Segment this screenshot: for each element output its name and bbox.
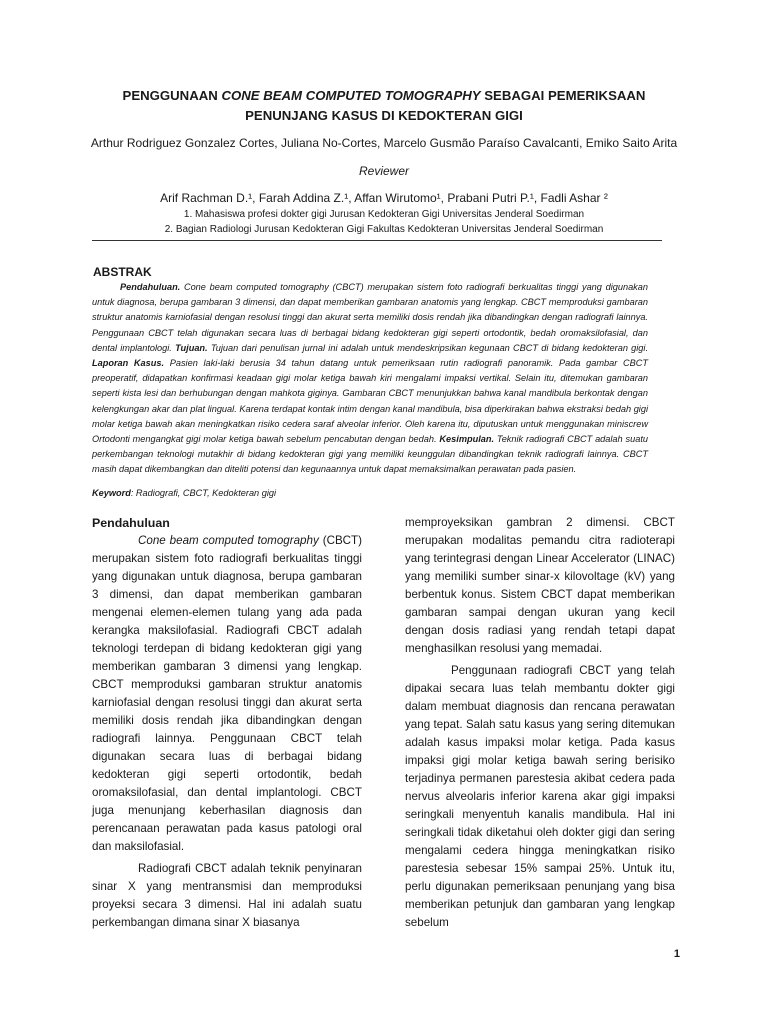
abstract-label-aim: Tujuan. — [175, 342, 208, 353]
page-number: 1 — [673, 948, 680, 960]
body-paragraph: Radiografi CBCT adalah teknik penyinaran sinar X yang mentransmisi dan memproduksi proyeksi secara 3 dimensi. Hal ini adalah suatu perkembangan dimana sinar X biasanya — [92, 862, 362, 929]
section-heading: Pendahuluan — [92, 516, 170, 530]
body-column-left — [92, 514, 362, 936]
title-line-1: PENGGUNAAN CONE BEAM COMPUTED TOMOGRAPHY SEBAGAI PEMERIKSAAN — [122, 88, 646, 103]
author-list: Arthur Rodriguez Gonzalez Cortes, Juliana No-Cortes, Marcelo Gusmão Paraíso Cavalcanti, Emiko Saito Arita — [90, 136, 678, 150]
header-divider — [92, 240, 662, 241]
affiliation-1: 1. Mahasiswa profesi dokter gigi Jurusan Kedokteran Gigi Universitas Jenderal Soedirman — [183, 209, 585, 220]
affiliation-2: 2. Bagian Radiologi Jurusan Kedokteran Gigi Fakultas Kedokteran Universitas Jenderal Soedirman — [164, 224, 604, 235]
abstract-label-conclusion: Kesimpulan. — [439, 434, 495, 445]
title-line-2: PENUNJANG KASUS DI KEDOKTERAN GIGI — [245, 108, 523, 123]
keyword-label: Keyword — [92, 488, 131, 498]
keywords: Keyword: Radiografi, CBCT, Kedokteran gigi — [92, 488, 277, 498]
body-paragraph: Cone beam computed tomography (CBCT) merupakan sistem foto radiografi berkualitas tinggi yang digunakan untuk diagnosa, berupa gambaran 3 dimensi, dan dapat memberikan gambaran mengenai elemen-elemen tulang yang ada pada kerangka maksilofasial. Radiografi CBCT adalah teknologi terdepan di bidang kedokteran gigi yang memberikan gambaran 3 dimensi yang lengkap. CBCT memproduksi gambaran struktur anatomis karniofasial dengan resolusi tinggi dan akurat serta memiliki dosis rendah jika dibandingkan dengan radiografi lainnya. Penggunaan CBCT telah digunakan secara luas di berbagai bidang kedokteran gigi seperti ortodontik, bedah oromaksilofasial, dan dental implantologi. CBCT juga menunjang keberhasilan diagnosis dan perencanaan perawatan pada kasus patologi oral dan maksilofasial. — [92, 534, 362, 853]
body-paragraph: memproyeksikan gambran 2 dimensi. CBCT merupakan modalitas pemandu citra radioterapi yang terintegrasi dengan Linear Accelerator (LINAC) yang memiliki sumber sinar-x kilovoltage (kV) yang berbentuk konus. Sistem CBCT dapat memberikan gambaran sampai dengan ukuran yang kecil dengan dosis radiasi yang rendah tetapi dapat menghasilkan resolusi yang memadai. — [405, 516, 675, 655]
abstract-text: Pendahuluan. Cone beam computed tomography (CBCT) merupakan sistem foto radiografi berkualitas tinggi yang digunakan untuk diagnosa, berupa gambaran 3 dimensi, dan dapat memberikan gambaran anatomis yang lengkap. CBCT memproduksi gambaran struktur anatomis karniofasial dengan resolusi tinggi dan akurat serta memiliki dosis rendah jika dibandingkan dengan radiografi lainnya. Penggunaan CBCT telah digunakan secara luas di berbagai bidang kedokteran gigi seperti ortodontik, bedah oromaksilofasial, dan dental implantologi. Tujuan. Tujuan dari penulisan jurnal ini adalah untuk mendeskripsikan kegunaan CBCT di bidang kedokteran gigi. Laporan Kasus. Pasien laki-laki berusia 34 tahun datang untuk pemeriksaan rutin radiografi panoramik. Pada gambar CBCT preoperatif, didapatkan konfirmasi keadaan gigi molar ketiga bawah kiri mengalami impaksi vertikal. Selain itu, ditemukan gambaran seperti kista lesi dan berhubungan dengan mahkota giginya. Gambaran CBCT menunjukkan bahwa kanal mandibula berkontak dengan kelengkungan akar dan plat lingual. Karena terdapat kontak intim dengan kanal mandibula, bisa diperkirakan bahwa ekstraksi bedah gigi molar ketiga bawah akan meningkatkan risiko cedera saraf alveolar inferior. Oleh karena itu, diputuskan untuk menggunakan miniscrew Ortodonti mengangkat gigi molar ketiga bawah sebelum pencabutan dengan bedah. Kesimpulan. Teknik radiografi CBCT adalah suatu perkembangan teknologi mutakhir di bidang kedokteran gigi yang memiliki keunggulan dibandingkan teknik radiografi lainnya. CBCT masih dapat dikembangkan dan diteliti potensi dan kegunaannya untuk dapat memaksimalkan perawatan pada pasien. — [92, 282, 649, 475]
abstract-label-case: Laporan Kasus. — [92, 358, 165, 369]
paper-title — [80, 86, 688, 126]
reviewer-list: Arif Rachman D.¹, Farah Addina Z.¹, Affan Wirutomo¹, Prabani Putri P.¹, Fadli Ashar ² — [160, 191, 608, 205]
reviewer-label: Reviewer — [358, 164, 409, 178]
abstract-heading: ABSTRAK — [93, 265, 152, 279]
body-column-right — [405, 514, 675, 936]
title-italic-term: CONE BEAM COMPUTED TOMOGRAPHY — [221, 88, 481, 103]
abstract-label-intro: Pendahuluan. — [120, 282, 181, 292]
body-paragraph: Penggunaan radiografi CBCT yang telah dipakai secara luas telah membantu dokter gigi dalam membuat diagnosis dan rencana perawatan yang tepat. Salah satu kasus yang sering ditemukan adalah kasus impaksi molar ketiga. Pada kasus impaksi gigi molar ketiga bawah sering berisiko terjadinya permanen parestesia akibat cedera pada nervus alveolaris inferior karena akar gigi impaksi seringkali menyentuh kanalis mandibula. Hal ini seringkali tidak diketahui oleh dokter gigi dan sering mengalami cedera hingga meningkatkan risiko parestesia sebesar 15% sampai 25%. Untuk itu, perlu digunakan pemeriksaan penunjang yang bisa memberikan petunjuk dan gambaran yang lengkap sebelum — [405, 664, 675, 929]
